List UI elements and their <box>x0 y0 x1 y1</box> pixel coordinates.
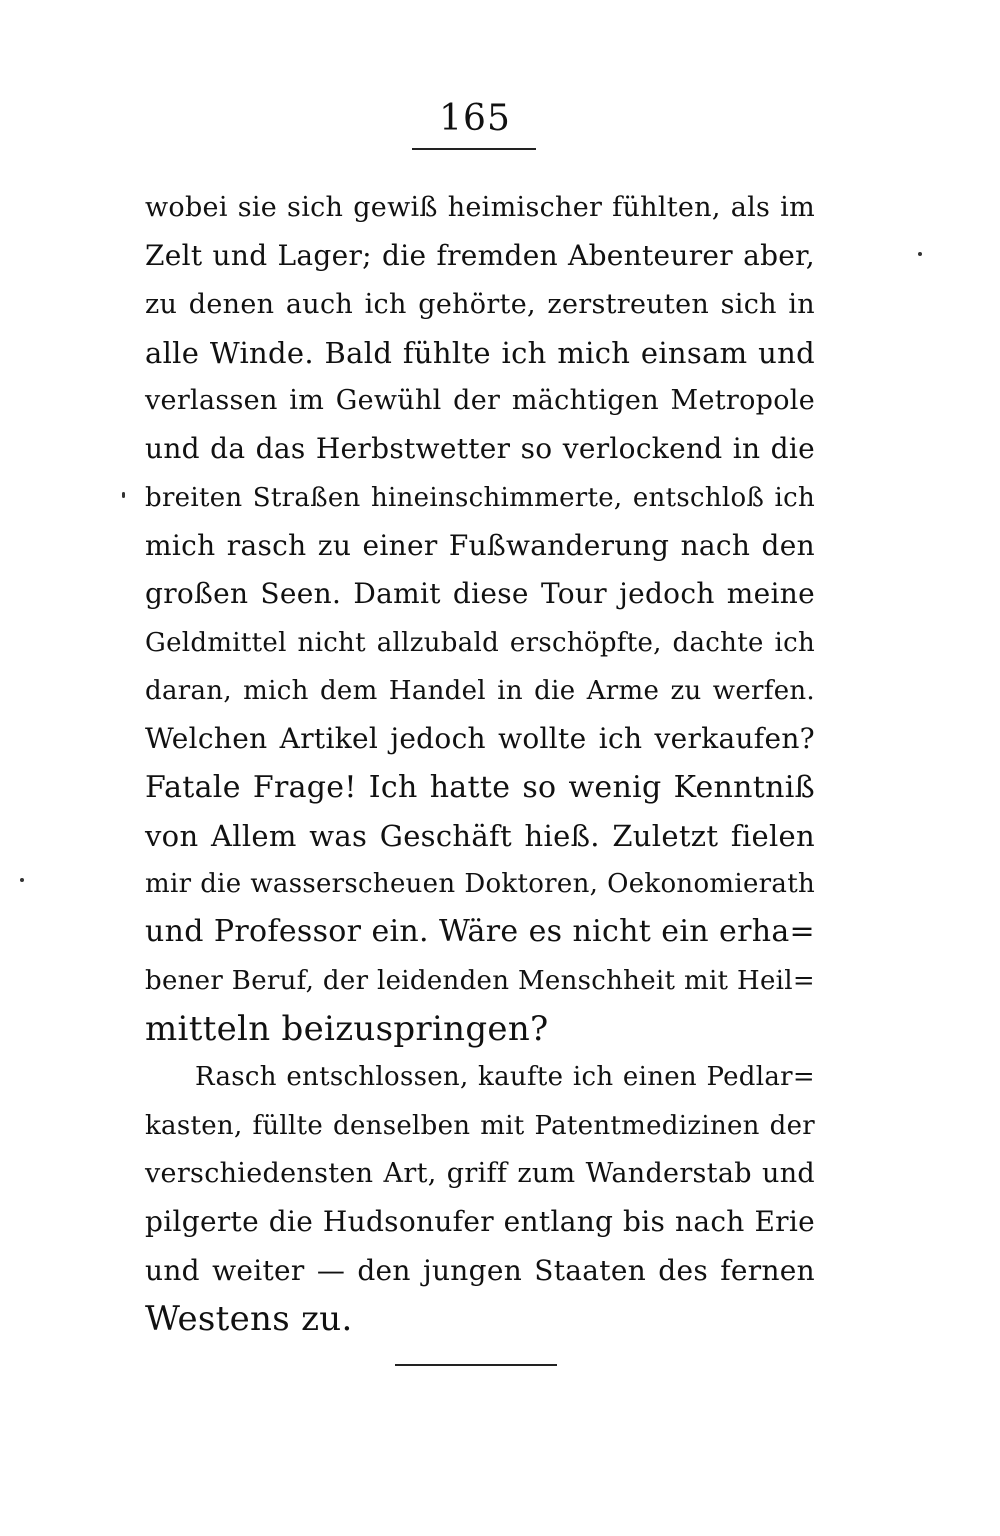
text-line: zu denen auch ich gehörte, zerstreuten sich in <box>145 288 815 320</box>
text-line: wobei sie sich gewiß heimischer fühlten, als im <box>145 192 815 223</box>
scan-speck <box>918 252 922 256</box>
page-number: 165 <box>439 98 511 139</box>
text-line: kasten, füllte denselben mit Patentmedizinen der <box>145 1110 815 1141</box>
text-line: und da das Herbstwetter so verlockend in die <box>145 432 815 466</box>
body-text <box>145 184 815 1343</box>
text-line: mir die wasserscheuen Doktoren, Oekonomierath <box>145 869 815 900</box>
text-line: verlassen im Gewühl der mächtigen Metropole <box>145 385 815 417</box>
text-line: Geldmittel nicht allzubald erschöpfte, dachte ich <box>145 627 815 658</box>
text-line: daran, mich dem Handel in die Arme zu werfen. <box>145 675 815 706</box>
header-rule <box>412 148 536 150</box>
scan-speck <box>20 878 24 882</box>
text-line: alle Winde. Bald fühlte ich mich einsam und <box>145 335 815 370</box>
footer-rule <box>395 1364 557 1366</box>
text-line: Fatale Frage! Ich hatte so wenig Kenntniß <box>145 769 815 805</box>
text-line: und weiter — den jungen Staaten des fernen <box>145 1253 815 1287</box>
text-line: breiten Straßen hineinschimmerte, entschloß ich <box>145 482 815 513</box>
text-line: mitteln beizuspringen? <box>145 1009 549 1050</box>
text-line: Zelt und Lager; die fremden Abenteurer aber, <box>145 239 815 273</box>
text-line: und Professor ein. Wäre es nicht ein erha= <box>145 914 815 950</box>
text-line: verschiedensten Art, griff zum Wanderstab und <box>145 1157 815 1189</box>
text-line: von Allem was Geschäft hieß. Zuletzt fielen <box>145 818 815 853</box>
text-line: großen Seen. Damit diese Tour jedoch meine <box>145 577 815 611</box>
text-line: Welchen Artikel jedoch wollte ich verkaufen? <box>145 722 815 756</box>
text-line: bener Beruf, der leidenden Menschheit mit Heil= <box>145 965 815 996</box>
scan-speck <box>122 492 125 498</box>
text-line: pilgerte die Hudsonufer entlang bis nach Erie <box>145 1205 815 1239</box>
text-line: mich rasch zu einer Fußwanderung nach den <box>145 529 815 563</box>
text-line: Westens zu. <box>145 1298 353 1339</box>
text-line: Rasch entschlossen, kaufte ich einen Pedlar= <box>195 1062 815 1093</box>
